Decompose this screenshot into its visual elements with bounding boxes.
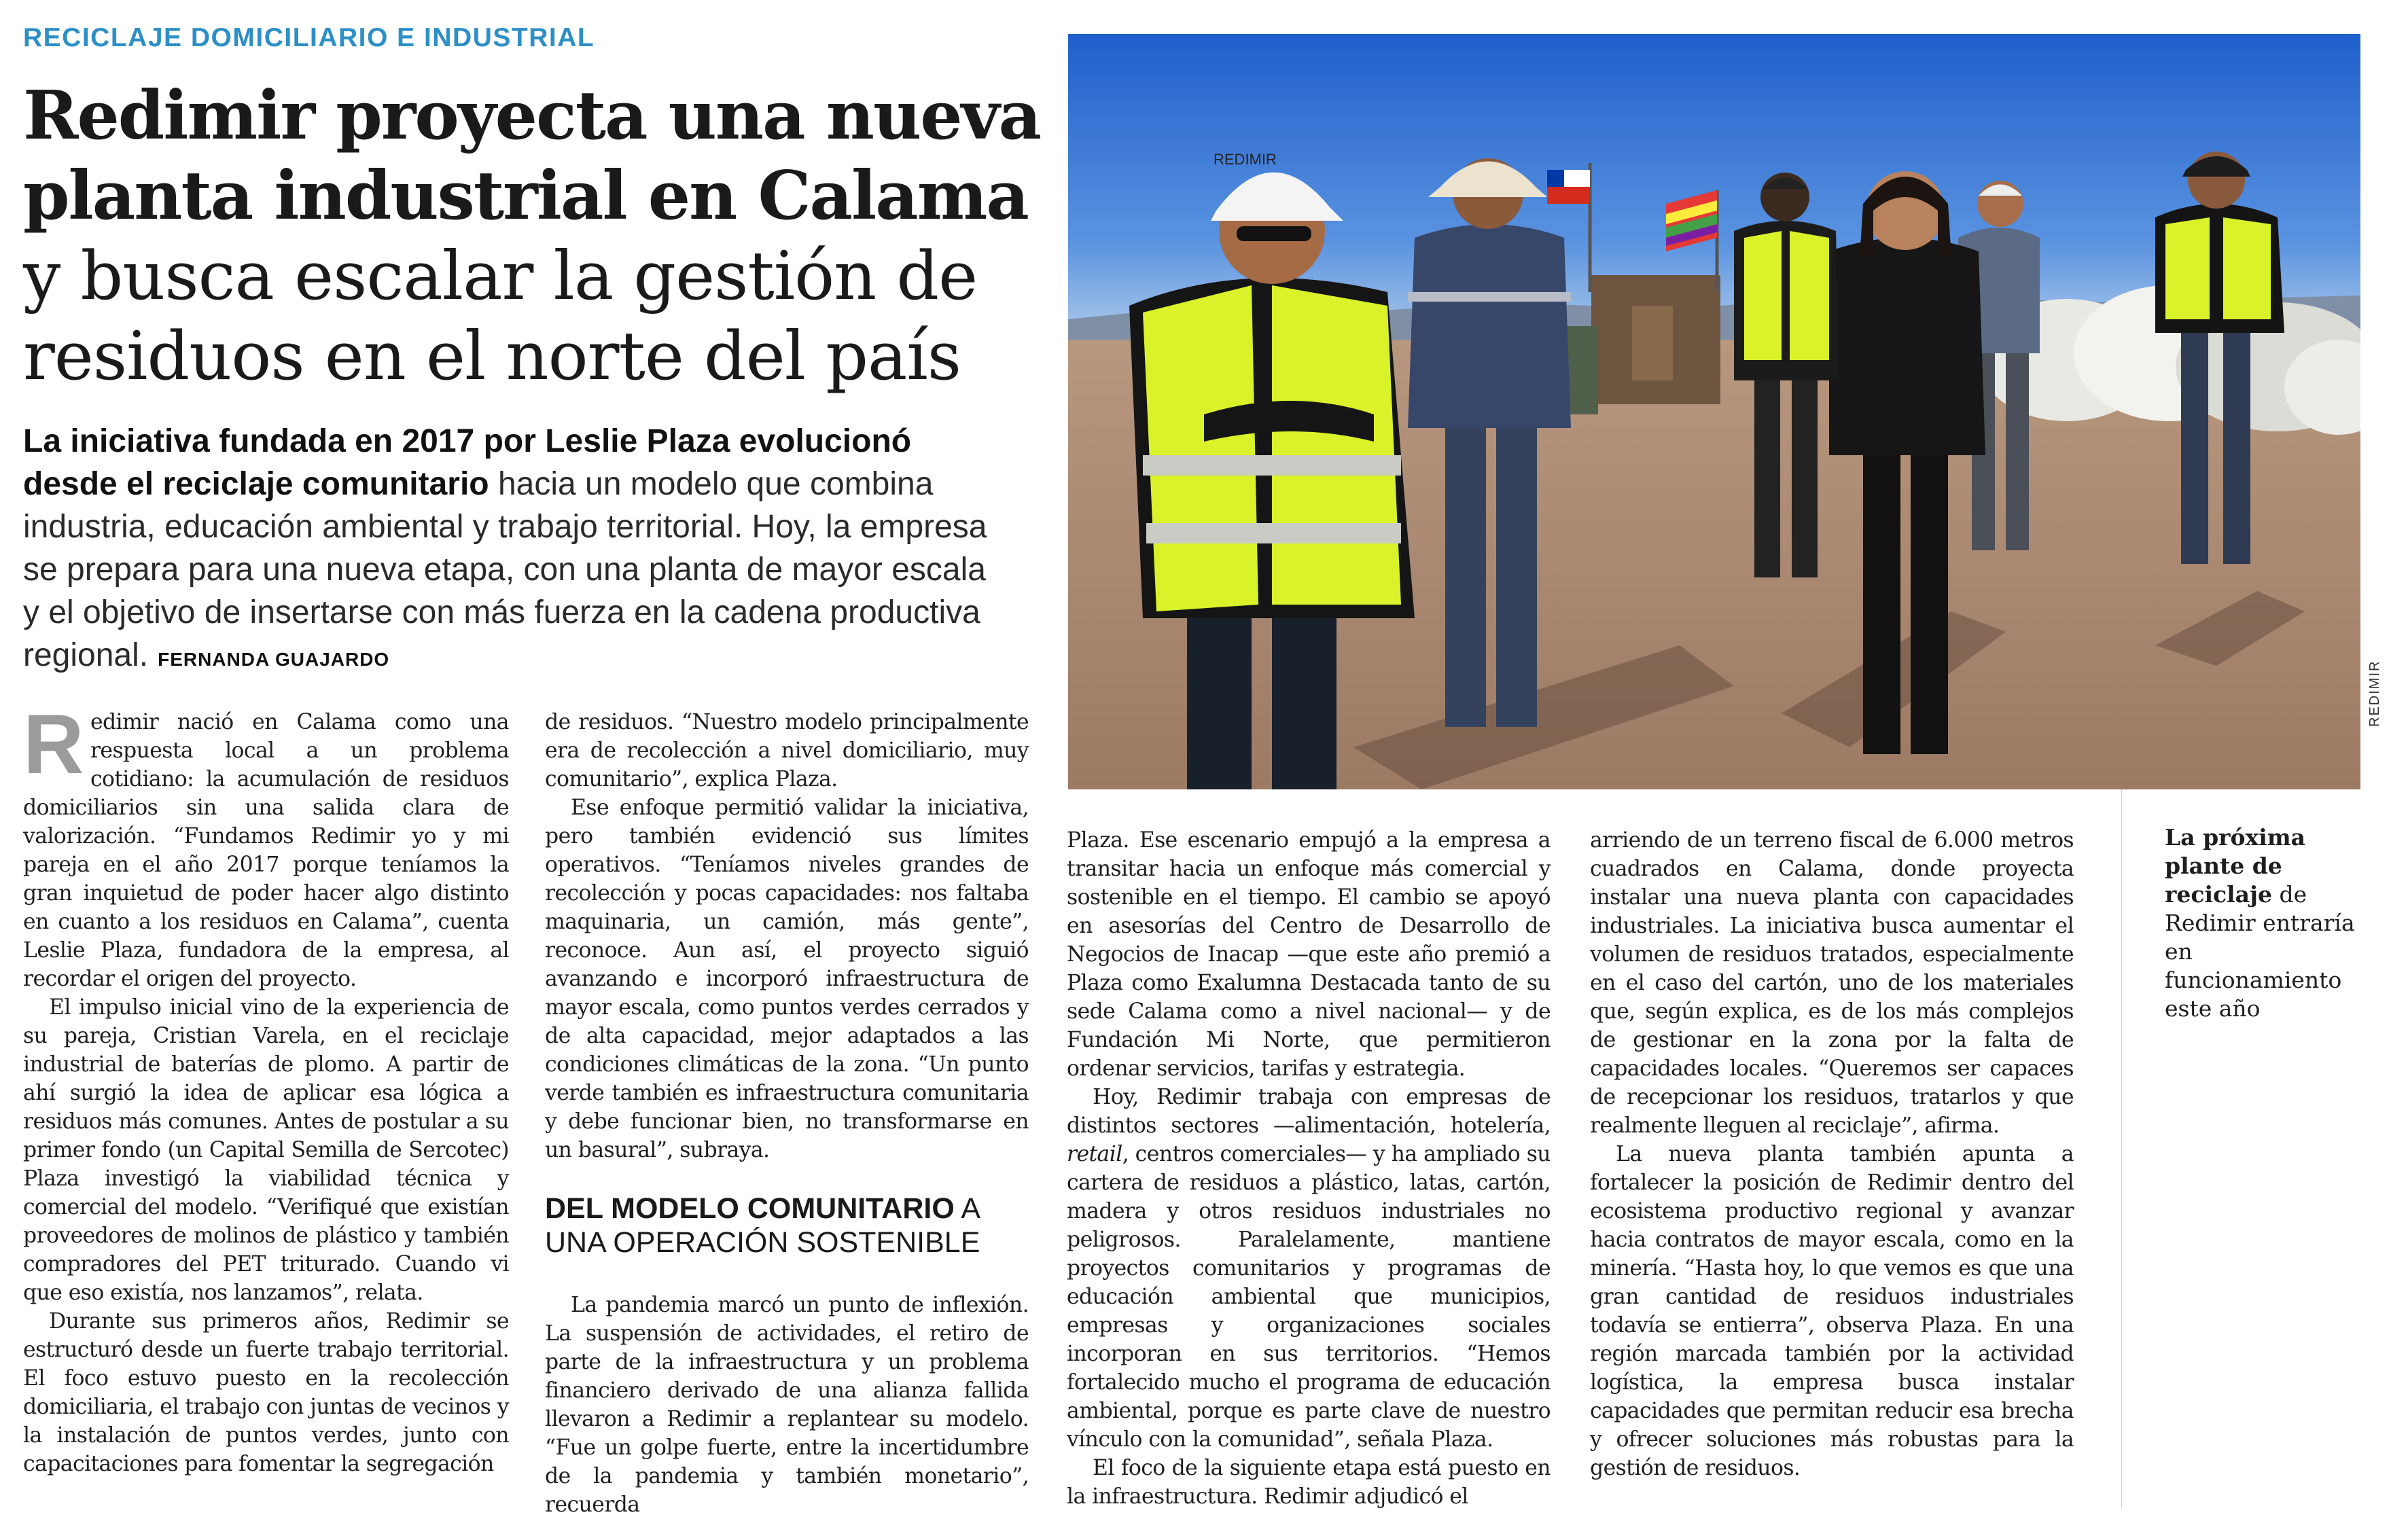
photo-illustration bbox=[1068, 34, 2360, 789]
photo-credit: REDIMIR bbox=[2367, 660, 2382, 727]
body-paragraph-11: La nueva planta también apunta a fortalecer la posición de Redimir dentro del ecosistema productivo regional y avanzar hacia contratos de mayor escala, como en la minería. “Hasta hoy, lo que vemos es que una gran cantidad de residuos industriales todavía se entierra”, observa Plaza. En una región marcada también por la actividad logística, la empresa busca instalar capacidades que permitan reducir esa brecha y ofrecer soluciones más robustas para la gestión de residuos. bbox=[1590, 1142, 2074, 1480]
body-text-8a: Hoy, Redimir trabaja con empresas de distintos sectores —alimentación, hotelería, bbox=[1067, 1085, 1551, 1138]
body-paragraph-3: Durante sus primeros años, Redimir se estructuró desde un fuerte trabajo territorial. El foco estuvo puesto en la recolección domiciliaria, el trabajo con juntas de vecinos y la instalación de puntos verdes, junto con capacitaciones para fomentar la segregación bbox=[23, 1309, 509, 1476]
body-paragraph-5: Ese enfoque permitió validar la iniciativa, pero también evidenció sus límites operativos. “Teníamos niveles grandes de recolección y pocas capacidades: nos faltaba maquinaria, un camión, más gente”, reconoce. Aun así, el proyecto siguió avanzando e incorporó infraestructura de mayor escala, como puntos verdes cerrados y de alta capacidad, mejor adaptados a las condiciones climáticas de la zona. “Un punto verde también es infraestructura comunitaria y debe funcionar bien, no transformarse en un basural”, subraya. bbox=[545, 796, 1029, 1162]
body-column-4 bbox=[1590, 826, 2074, 1482]
article-photo bbox=[1068, 34, 2360, 789]
headline-line-2: planta industrial en Calama bbox=[23, 157, 1028, 235]
section-subhead bbox=[545, 1192, 1029, 1259]
body-paragraph-6: La pandemia marcó un punto de inflexión. La suspensión de actividades, el retiro de parte de la infraestructura y un problema financiero derivado de una alianza fallida llevaron a Redimir a replantear su modelo. “Fue un golpe fuerte, entre la incertidumbre de la pandemia y también monetario”, recuerda bbox=[545, 1293, 1029, 1517]
caption-text: de Redimir entraría en funcionamiento este año bbox=[2165, 881, 2355, 1022]
byline: FERNANDA GUAJARDO bbox=[158, 649, 390, 670]
caption-divider bbox=[2121, 789, 2122, 1508]
subhead-bold: DEL MODELO COMUNITARIO bbox=[545, 1192, 955, 1225]
body-paragraph-10: arriendo de un terreno fiscal de 6.000 metros cuadrados en Calama, donde proyecta instalar una nueva planta con capacidades industriales. La iniciativa busca aumentar el volumen de residuos tratados, especialmente en el caso del cartón, uno de los materiales que, según explica, es de los más complejos de gestionar en la zona por la falta de capacidades locales. “Queremos ser capaces de recepcionar los residuos, tratarlos y que realmente lleguen al reciclaje”, afirma. bbox=[1590, 828, 2074, 1138]
body-paragraph-8 bbox=[1067, 1083, 1551, 1454]
body-text-1: edimir nació en Calama como una respuesta local a un problema cotidiano: la acumulación de residuos domiciliarios sin una salida clara de valorización. “Fundamos Redimir yo y mi pareja en el año 2017 porque teníamos la gran inquietud de poder hacer algo distinto en cuanto a los residuos en Calama”, cuenta Leslie Plaza, fundadora de la empresa, al recordar el origen del proyecto. bbox=[23, 710, 509, 991]
photo-caption bbox=[2165, 823, 2362, 1023]
photo-vest-text: REDIMIR bbox=[1214, 151, 1277, 168]
body-text-8-italic: retail bbox=[1067, 1142, 1122, 1166]
body-text-8b: , centros comerciales— y ha ampliado su cartera de residuos a plástico, latas, cartón, madera y otros residuos industriales no peligrosos. Paralelamente, mantiene proyectos comunitarios y programas de educación ambiental que municipios, empresas y organizaciones sociales incorporan en sus territorios. “Hemos fortalecido mucho el programa de educación ambiental, porque es parte clave de nuestro vínculo con la comunidad”, señala Plaza. bbox=[1067, 1142, 1551, 1452]
section-kicker: RECICLAJE DOMICILIARIO E INDUSTRIAL bbox=[23, 23, 595, 52]
body-column-3 bbox=[1067, 826, 1551, 1511]
drop-cap: R bbox=[23, 698, 84, 791]
body-paragraph-7: Plaza. Ese escenario empujó a la empresa a transitar hacia un enfoque más comercial y sostenible en el tiempo. El cambio se apoyó en asesorías del Centro de Desarrollo de Negocios de Inacap —que este año premió a Plaza como Exalumna Destacada tanto de su sede Calama como a nivel nacional— y de Fundación Mi Norte, que permitieron ordenar servicios, tarifas y estrategia. bbox=[1067, 828, 1551, 1081]
body-paragraph-9: El foco de la siguiente etapa está puesto en la infraestructura. Redimir adjudicó el bbox=[1067, 1456, 1551, 1509]
subhead-text: A UNA OPERACIÓN SOSTENIBLE bbox=[545, 1192, 980, 1259]
headline-line-3: y busca escalar la gestión de bbox=[23, 238, 978, 315]
body-column-1 bbox=[23, 698, 509, 1478]
lead-bold: La iniciativa fundada en 2017 por Leslie Plaza evolucionó desde el reciclaje comunitario bbox=[23, 423, 912, 502]
headline bbox=[23, 76, 1042, 397]
lead-text: hacia un modelo que combina industria, educación ambiental y trabajo territorial. Hoy, la empresa se prepara para una nueva etapa, con una planta de mayor escala y el objetivo de insertarse con más fuerza en la cadena productiva regional. bbox=[23, 466, 987, 673]
body-paragraph-1 bbox=[23, 698, 509, 993]
body-column-2 bbox=[545, 708, 1029, 1519]
lead-paragraph bbox=[23, 420, 988, 681]
body-paragraph-2: El impulso inicial vino de la experiencia de su pareja, Cristian Varela, en el reciclaje industrial de baterías de plomo. A partir de ahí surgió la idea de aplicar esa lógica a residuos más comunes. Antes de postular a su primer fondo (un Capital Semilla de Sercotec) Plaza investigó la viabilidad técnica y comercial del modelo. “Verifiqué que existían proveedores de molinos de plástico y también compradores del PET triturado. Cuando vi que eso existía, nos lanzamos”, relata. bbox=[23, 995, 509, 1305]
caption-bold: La próxima plante de reciclaje bbox=[2165, 824, 2306, 908]
headline-line-1: Redimir proyecta una nueva bbox=[23, 77, 1041, 155]
headline-line-4: residuos en el norte del país bbox=[23, 318, 961, 395]
body-paragraph-4: de residuos. “Nuestro modelo principalmente era de recolección a nivel domiciliario, muy comunitario”, explica Plaza. bbox=[545, 710, 1029, 791]
